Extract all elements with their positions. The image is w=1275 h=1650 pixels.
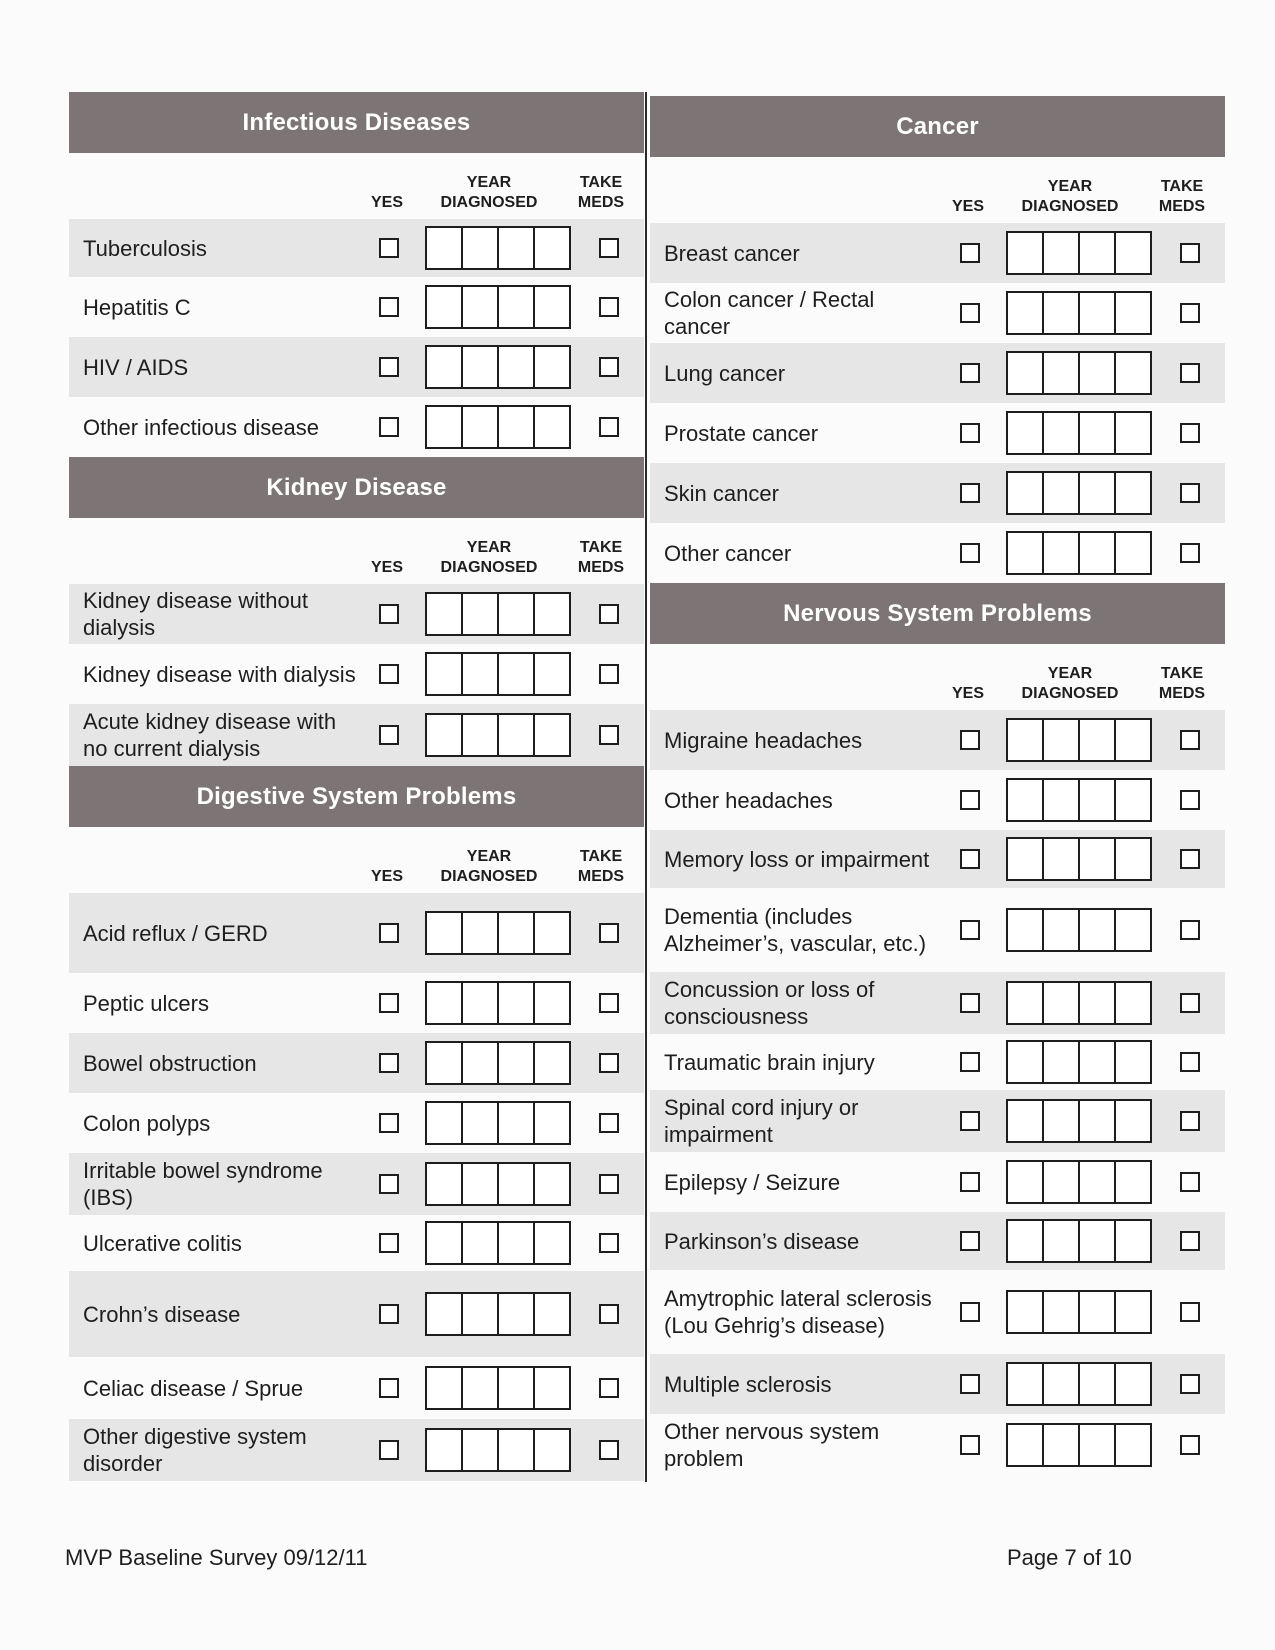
take-meds-checkbox[interactable] xyxy=(1180,423,1200,443)
take-meds-checkbox[interactable] xyxy=(1180,1302,1200,1322)
header-yes: YES xyxy=(951,685,984,702)
column-headers xyxy=(69,827,644,893)
take-meds-checkbox[interactable] xyxy=(599,1053,619,1073)
condition-label: Epilepsy / Seizure xyxy=(664,1169,841,1195)
year-diagnosed-boxes[interactable] xyxy=(425,713,571,757)
take-meds-checkbox[interactable] xyxy=(1180,1172,1200,1192)
yes-checkbox[interactable] xyxy=(960,1172,980,1192)
condition-label: Dementia (includes Alzheimer’s, vascular, etc.) xyxy=(664,904,927,956)
condition-row xyxy=(69,973,644,1033)
year-diagnosed-boxes[interactable] xyxy=(1006,718,1152,762)
condition-label: Kidney disease without dialysis xyxy=(83,588,309,640)
yes-checkbox[interactable] xyxy=(379,664,399,684)
yes-checkbox[interactable] xyxy=(379,1174,399,1194)
year-diagnosed-boxes[interactable] xyxy=(1006,231,1152,275)
year-diagnosed-boxes[interactable] xyxy=(425,652,571,696)
take-meds-checkbox[interactable] xyxy=(1180,1231,1200,1251)
yes-checkbox[interactable] xyxy=(960,483,980,503)
column-headers xyxy=(69,153,644,219)
condition-label: Other infectious disease xyxy=(83,414,320,440)
condition-row xyxy=(650,830,1225,888)
yes-checkbox[interactable] xyxy=(960,730,980,750)
condition-row xyxy=(69,1419,644,1481)
take-meds-checkbox[interactable] xyxy=(599,297,619,317)
condition-row xyxy=(650,463,1225,523)
yes-checkbox[interactable] xyxy=(960,1111,980,1131)
take-meds-checkbox[interactable] xyxy=(1180,303,1200,323)
condition-label: Other cancer xyxy=(664,540,792,566)
condition-row xyxy=(69,644,644,704)
header-take-meds: TAKE MEDS xyxy=(577,174,625,211)
condition-row xyxy=(650,888,1225,972)
section-title-cancer: Cancer xyxy=(650,96,1225,157)
condition-row xyxy=(69,1093,644,1153)
condition-label: Colon cancer / Rectal cancer xyxy=(664,287,875,339)
year-diagnosed-boxes[interactable] xyxy=(1006,837,1152,881)
take-meds-checkbox[interactable] xyxy=(1180,920,1200,940)
year-diagnosed-boxes[interactable] xyxy=(1006,981,1152,1025)
year-diagnosed-boxes[interactable] xyxy=(425,1101,571,1145)
condition-row xyxy=(69,1357,644,1419)
section-title-kidney: Kidney Disease xyxy=(69,457,644,518)
yes-checkbox[interactable] xyxy=(379,357,399,377)
year-diagnosed-boxes[interactable] xyxy=(1006,1423,1152,1467)
year-diagnosed-boxes[interactable] xyxy=(425,1366,571,1410)
condition-row xyxy=(650,283,1225,343)
condition-label: Ulcerative colitis xyxy=(83,1230,242,1256)
year-diagnosed-boxes[interactable] xyxy=(425,1041,571,1085)
condition-row xyxy=(69,584,644,644)
yes-checkbox[interactable] xyxy=(379,1378,399,1398)
condition-label: Crohn’s disease xyxy=(83,1301,241,1327)
condition-row xyxy=(69,893,644,973)
condition-label: Parkinson’s disease xyxy=(664,1228,860,1254)
take-meds-checkbox[interactable] xyxy=(1180,849,1200,869)
take-meds-checkbox[interactable] xyxy=(1180,1435,1200,1455)
condition-row xyxy=(650,1354,1225,1414)
yes-checkbox[interactable] xyxy=(960,1435,980,1455)
yes-checkbox[interactable] xyxy=(379,417,399,437)
take-meds-checkbox[interactable] xyxy=(1180,730,1200,750)
condition-label: Other digestive system disorder xyxy=(83,1424,307,1476)
year-diagnosed-boxes[interactable] xyxy=(425,285,571,329)
condition-label: Other nervous system problem xyxy=(664,1419,880,1471)
condition-label: Amytrophic lateral sclerosis (Lou Gehrig’s disease) xyxy=(664,1286,932,1338)
section-title-digestive: Digestive System Problems xyxy=(69,766,644,827)
take-meds-checkbox[interactable] xyxy=(599,1304,619,1324)
take-meds-checkbox[interactable] xyxy=(599,1378,619,1398)
condition-row xyxy=(69,277,644,337)
condition-label: Migraine headaches xyxy=(664,727,863,753)
condition-row xyxy=(69,1153,644,1215)
year-diagnosed-boxes[interactable] xyxy=(1006,291,1152,335)
condition-label: Breast cancer xyxy=(664,240,800,266)
yes-checkbox[interactable] xyxy=(960,363,980,383)
condition-row xyxy=(650,1212,1225,1270)
condition-row xyxy=(650,1270,1225,1354)
section-title-nervous: Nervous System Problems xyxy=(650,583,1225,644)
yes-checkbox[interactable] xyxy=(960,993,980,1013)
survey-footer: MVP Baseline Survey 09/12/11 xyxy=(65,1545,368,1570)
year-diagnosed-boxes[interactable] xyxy=(1006,411,1152,455)
column-divider xyxy=(645,92,647,1482)
condition-row xyxy=(69,397,644,457)
condition-label: Irritable bowel syndrome (IBS) xyxy=(83,1158,323,1210)
year-diagnosed-boxes[interactable] xyxy=(1006,531,1152,575)
header-year-diagnosed: YEAR DIAGNOSED xyxy=(440,539,538,576)
condition-row xyxy=(69,337,644,397)
condition-label: Skin cancer xyxy=(664,480,779,506)
condition-label: Colon polyps xyxy=(83,1110,211,1136)
condition-row xyxy=(69,1215,644,1271)
right-column xyxy=(650,96,1225,1476)
header-year-diagnosed: YEAR DIAGNOSED xyxy=(1021,178,1119,215)
header-year-diagnosed: YEAR DIAGNOSED xyxy=(1021,665,1119,702)
condition-row xyxy=(650,1090,1225,1152)
header-take-meds: TAKE MEDS xyxy=(577,539,625,576)
yes-checkbox[interactable] xyxy=(960,1052,980,1072)
take-meds-checkbox[interactable] xyxy=(599,1174,619,1194)
yes-checkbox[interactable] xyxy=(379,725,399,745)
yes-checkbox[interactable] xyxy=(960,1231,980,1251)
header-yes: YES xyxy=(370,194,403,211)
year-diagnosed-boxes[interactable] xyxy=(425,1221,571,1265)
year-diagnosed-boxes[interactable] xyxy=(425,911,571,955)
condition-label: Spinal cord injury or impairment xyxy=(664,1095,859,1147)
year-diagnosed-boxes[interactable] xyxy=(1006,1099,1152,1143)
yes-checkbox[interactable] xyxy=(960,1374,980,1394)
take-meds-checkbox[interactable] xyxy=(1180,543,1200,563)
condition-row xyxy=(650,710,1225,770)
year-diagnosed-boxes[interactable] xyxy=(425,226,571,270)
condition-label: Multiple sclerosis xyxy=(664,1371,832,1397)
condition-row xyxy=(650,343,1225,403)
year-diagnosed-boxes[interactable] xyxy=(1006,908,1152,952)
year-diagnosed-boxes[interactable] xyxy=(1006,1219,1152,1263)
left-column xyxy=(69,92,644,1481)
yes-checkbox[interactable] xyxy=(379,923,399,943)
column-headers xyxy=(650,157,1225,223)
condition-label: Peptic ulcers xyxy=(83,990,209,1016)
take-meds-checkbox[interactable] xyxy=(599,357,619,377)
condition-row xyxy=(69,1271,644,1357)
condition-row xyxy=(650,1414,1225,1476)
header-take-meds: TAKE MEDS xyxy=(1158,665,1206,702)
year-diagnosed-boxes[interactable] xyxy=(1006,1362,1152,1406)
year-diagnosed-boxes[interactable] xyxy=(1006,1160,1152,1204)
header-year-diagnosed: YEAR DIAGNOSED xyxy=(440,848,538,885)
condition-row xyxy=(69,704,644,766)
yes-checkbox[interactable] xyxy=(960,790,980,810)
yes-checkbox[interactable] xyxy=(960,920,980,940)
condition-label: Concussion or loss of consciousness xyxy=(664,977,875,1029)
condition-label: Acute kidney disease with no current dialysis xyxy=(83,709,337,761)
yes-checkbox[interactable] xyxy=(960,543,980,563)
yes-checkbox[interactable] xyxy=(379,604,399,624)
yes-checkbox[interactable] xyxy=(960,1302,980,1322)
take-meds-checkbox[interactable] xyxy=(1180,790,1200,810)
condition-label: Memory loss or impairment xyxy=(664,846,930,872)
section-title-infectious: Infectious Diseases xyxy=(69,92,644,153)
condition-row xyxy=(69,219,644,277)
condition-row xyxy=(650,403,1225,463)
take-meds-checkbox[interactable] xyxy=(1180,1374,1200,1394)
yes-checkbox[interactable] xyxy=(379,297,399,317)
condition-label: Traumatic brain injury xyxy=(664,1049,875,1075)
yes-checkbox[interactable] xyxy=(379,1053,399,1073)
take-meds-checkbox[interactable] xyxy=(1180,1052,1200,1072)
take-meds-checkbox[interactable] xyxy=(599,604,619,624)
take-meds-checkbox[interactable] xyxy=(599,725,619,745)
year-diagnosed-boxes[interactable] xyxy=(425,981,571,1025)
column-headers xyxy=(69,518,644,584)
condition-label: Celiac disease / Sprue xyxy=(83,1375,304,1401)
condition-label: Lung cancer xyxy=(664,360,786,386)
yes-checkbox[interactable] xyxy=(960,423,980,443)
condition-row xyxy=(650,1152,1225,1212)
condition-label: Other headaches xyxy=(664,787,833,813)
yes-checkbox[interactable] xyxy=(379,1113,399,1133)
condition-label: Hepatitis C xyxy=(83,294,191,320)
year-diagnosed-boxes[interactable] xyxy=(425,1292,571,1336)
yes-checkbox[interactable] xyxy=(960,849,980,869)
condition-row xyxy=(650,1034,1225,1090)
header-take-meds: TAKE MEDS xyxy=(1158,178,1206,215)
take-meds-checkbox[interactable] xyxy=(1180,483,1200,503)
yes-checkbox[interactable] xyxy=(379,238,399,258)
year-diagnosed-boxes[interactable] xyxy=(425,1162,571,1206)
header-yes: YES xyxy=(370,868,403,885)
header-year-diagnosed: YEAR DIAGNOSED xyxy=(440,174,538,211)
take-meds-checkbox[interactable] xyxy=(599,993,619,1013)
take-meds-checkbox[interactable] xyxy=(1180,243,1200,263)
yes-checkbox[interactable] xyxy=(960,243,980,263)
year-diagnosed-boxes[interactable] xyxy=(425,1428,571,1472)
condition-row xyxy=(650,523,1225,583)
take-meds-checkbox[interactable] xyxy=(1180,993,1200,1013)
yes-checkbox[interactable] xyxy=(960,303,980,323)
take-meds-checkbox[interactable] xyxy=(599,664,619,684)
take-meds-checkbox[interactable] xyxy=(1180,1111,1200,1131)
yes-checkbox[interactable] xyxy=(379,993,399,1013)
year-diagnosed-boxes[interactable] xyxy=(1006,1040,1152,1084)
condition-label: Bowel obstruction xyxy=(83,1050,257,1076)
condition-label: Prostate cancer xyxy=(664,420,819,446)
yes-checkbox[interactable] xyxy=(379,1233,399,1253)
condition-label: Kidney disease with dialysis xyxy=(83,661,356,687)
take-meds-checkbox[interactable] xyxy=(599,238,619,258)
take-meds-checkbox[interactable] xyxy=(1180,363,1200,383)
take-meds-checkbox[interactable] xyxy=(599,1440,619,1460)
condition-row xyxy=(69,1033,644,1093)
yes-checkbox[interactable] xyxy=(379,1440,399,1460)
take-meds-checkbox[interactable] xyxy=(599,1233,619,1253)
condition-label: HIV / AIDS xyxy=(83,354,189,380)
year-diagnosed-boxes[interactable] xyxy=(425,592,571,636)
header-yes: YES xyxy=(370,559,403,576)
year-diagnosed-boxes[interactable] xyxy=(425,345,571,389)
year-diagnosed-boxes[interactable] xyxy=(1006,1290,1152,1334)
condition-row xyxy=(650,972,1225,1034)
page-number: Page 7 of 10 xyxy=(1007,1545,1132,1570)
take-meds-checkbox[interactable] xyxy=(599,417,619,437)
year-diagnosed-boxes[interactable] xyxy=(425,405,571,449)
take-meds-checkbox[interactable] xyxy=(599,923,619,943)
header-take-meds: TAKE MEDS xyxy=(577,848,625,885)
condition-row xyxy=(650,770,1225,830)
year-diagnosed-boxes[interactable] xyxy=(1006,471,1152,515)
condition-row xyxy=(650,223,1225,283)
take-meds-checkbox[interactable] xyxy=(599,1113,619,1133)
year-diagnosed-boxes[interactable] xyxy=(1006,778,1152,822)
column-headers xyxy=(650,644,1225,710)
year-diagnosed-boxes[interactable] xyxy=(1006,351,1152,395)
condition-label: Acid reflux / GERD xyxy=(83,920,268,946)
condition-label: Tuberculosis xyxy=(83,235,207,261)
header-yes: YES xyxy=(951,198,984,215)
yes-checkbox[interactable] xyxy=(379,1304,399,1324)
